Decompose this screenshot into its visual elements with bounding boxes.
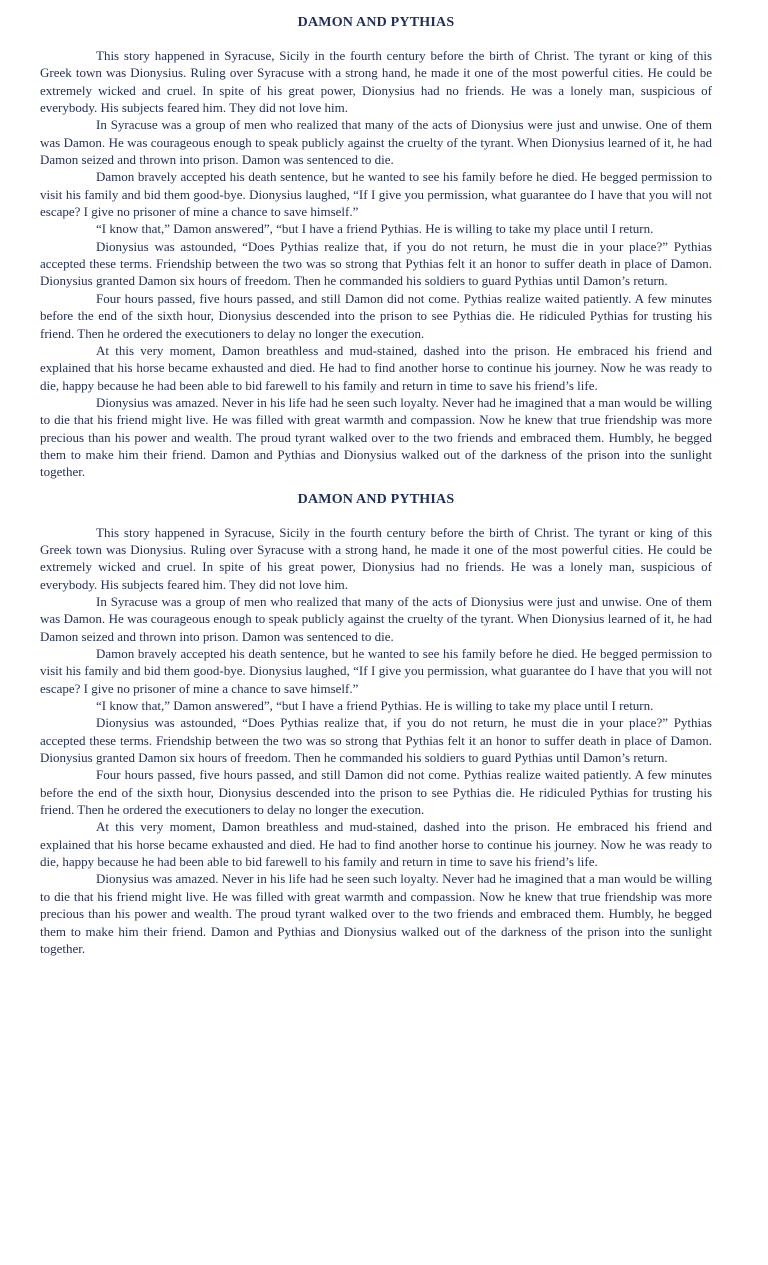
story-paragraph: Dionysius was amazed. Never in his life had he seen such loyalty. Never had he imagined that a man would be willing to die that his friend might live. He was filled with great warmth and compassion. Now he knew that true friendship was more precious than his power and wealth. The proud tyrant walked over to the two friends and embraced them. Humbly, he begged them to make him their friend. Damon and Pythias and Dionysius walked out of the darkness of the prison into the sunlight together. [40,871,712,956]
story-paragraph: This story happened in Syracuse, Sicily in the fourth century before the birth of Christ. The tyrant or king of this Greek town was Dionysius. Ruling over Syracuse with a strong hand, he made it one of the most powerful cities. He could be extremely wicked and cruel. In spite of his great power, Dionysius had no friends. He was a lonely man, suspicious of everybody. His subjects feared him. They did not love him. [40,48,712,116]
story-paragraph: This story happened in Syracuse, Sicily in the fourth century before the birth of Christ. The tyrant or king of this Greek town was Dionysius. Ruling over Syracuse with a strong hand, he made it one of the most powerful cities. He could be extremely wicked and cruel. In spite of his great power, Dionysius had no friends. He was a lonely man, suspicious of everybody. His subjects feared him. They did not love him. [40,524,712,592]
story-paragraph: In Syracuse was a group of men who realized that many of the acts of Dionysius were just and unwise. One of them was Damon. He was courageous enough to speak publicly against the cruelty of the tyrant. When Dionysius learned of it, he had Damon seized and thrown into prison. Damon was sentenced to die. [40,593,712,644]
story-paragraph: Four hours passed, five hours passed, and still Damon did not come. Pythias realize waited patiently. A few minutes before the end of the sixth hour, Dionysius descended into the prison to see Pythias die. He ridiculed Pythias for trusting his friend. Then he ordered the executioners to delay no longer the execution. [40,767,712,818]
story-paragraph: At this very moment, Damon breathless and mud-stained, dashed into the prison. He embraced his friend and explained that his horse became exhausted and died. He had to find another horse to continue his journey. Now he was ready to die, happy because he had been able to bid farewell to his family and return in time to save his friend’s life. [40,819,712,870]
document-page [40,14,712,967]
story-paragraph: “I know that,” Damon answered”, “but I have a friend Pythias. He is willing to take my place until I return. [96,698,654,714]
story-title: DAMON AND PYTHIAS [297,15,455,30]
story-paragraph: Dionysius was amazed. Never in his life had he seen such loyalty. Never had he imagined that a man would be willing to die that his friend might live. He was filled with great warmth and compassion. Now he knew that true friendship was more precious than his power and wealth. The proud tyrant walked over to the two friends and embraced them. Humbly, he begged them to make him their friend. Damon and Pythias and Dionysius walked out of the darkness of the prison into the sunlight together. [40,394,712,480]
story-paragraph: At this very moment, Damon breathless and mud-stained, dashed into the prison. He embraced his friend and explained that his horse became exhausted and died. He had to find another horse to continue his journey. Now he was ready to die, happy because he had been able to bid farewell to his family and return in time to save his friend’s life. [40,342,712,393]
story-paragraph: Damon bravely accepted his death sentence, but he wanted to see his family before he died. He begged permission to visit his family and bid them good-bye. Dionysius laughed, “If I give you permission, what guarantee do I have that you will not escape? I give no prisoner of mine a chance to save himself.” [40,646,712,696]
story-section-2 [40,491,712,958]
story-paragraph: Damon bravely accepted his death sentence, but he wanted to see his family before he died. He begged permission to visit his family and bid them good-bye. Dionysius laughed, “If I give you permission, what guarantee do I have that you will not escape? I give no prisoner of mine a chance to save himself.” [40,169,712,220]
story-paragraph: Dionysius was astounded, “Does Pythias realize that, if you do not return, he must die in your place?” Pythias accepted these terms. Friendship between the two was so strong that Pythias felt it an honor to suffer death in place of Damon. Dionysius granted Damon six hours of freedom. Then he commanded his soldiers to guard Pythias until Damon’s return. [40,238,712,289]
story-paragraph: Dionysius was astounded, “Does Pythias realize that, if you do not return, he must die in your place?” Pythias accepted these terms. Friendship between the two was so strong that Pythias felt it an honor to suffer death in place of Damon. Dionysius granted Damon six hours of freedom. Then he commanded his soldiers to guard Pythias until Damon’s return. [40,715,712,766]
story-paragraph: Four hours passed, five hours passed, and still Damon did not come. Pythias realize waited patiently. A few minutes before the end of the sixth hour, Dionysius descended into the prison to see Pythias die. He ridiculed Pythias for trusting his friend. Then he ordered the executioners to delay no longer the execution. [40,290,712,341]
story-title: DAMON AND PYTHIAS [297,491,455,507]
story-section-1 [40,14,712,481]
story-paragraph: In Syracuse was a group of men who realized that many of the acts of Dionysius were just and unwise. One of them was Damon. He was courageous enough to speak publicly against the cruelty of the tyrant. When Dionysius learned of it, he had Damon seized and thrown into prison. Damon was sentenced to die. [40,117,712,168]
story-paragraph: “I know that,” Damon answered”, “but I have a friend Pythias. He is willing to take my place until I return. [96,221,654,237]
